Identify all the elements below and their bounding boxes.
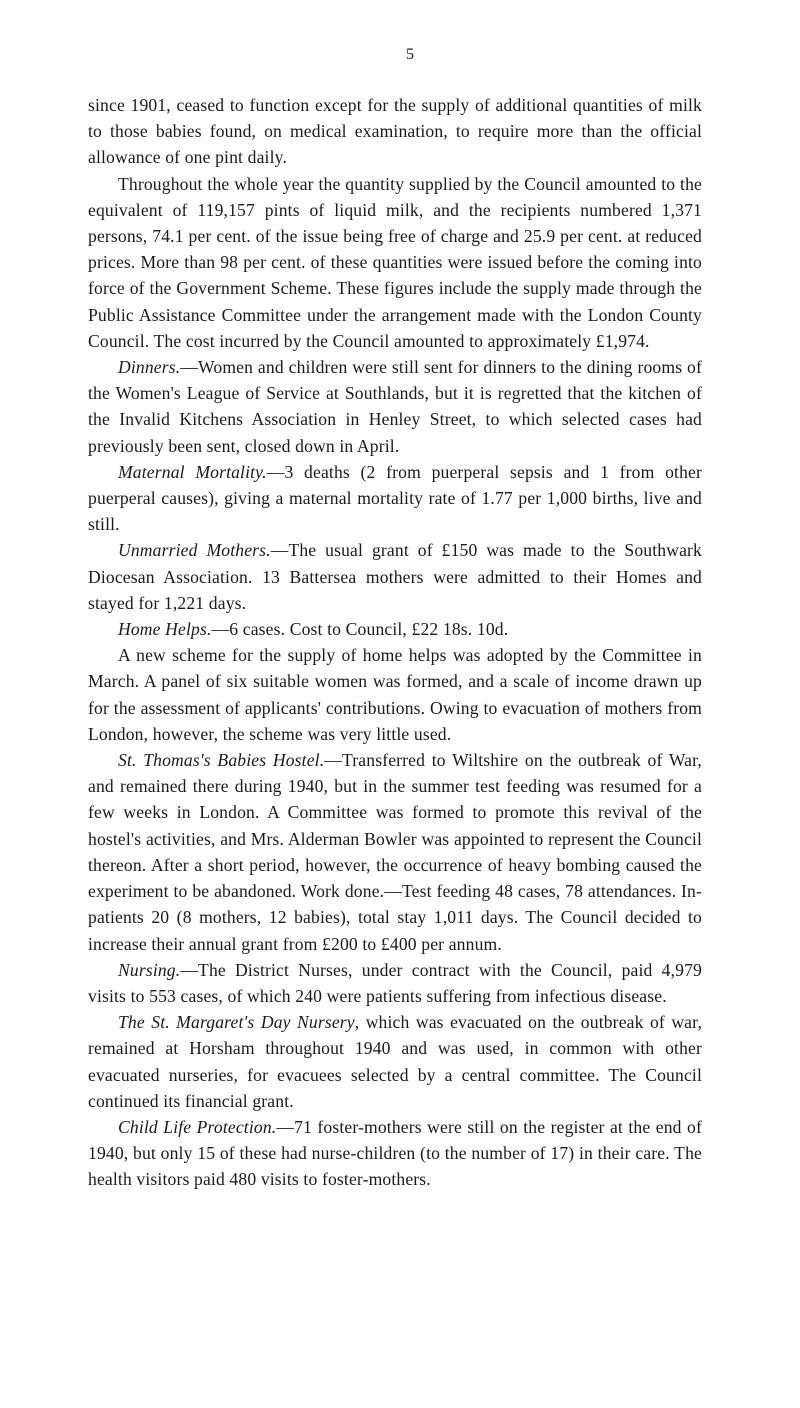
paragraph-body: A new scheme for the supply of home helps was adopted by the Committee in March. A panel of six suitable women was formed, and a scale of income drawn up for the assessment of applicants' contributions. Owing to evacuation of mothers from London, however, the scheme was very little used. (88, 645, 702, 744)
page-number: 5 (406, 46, 415, 63)
document-body (88, 92, 702, 1193)
section-heading: Child Life Protection. (118, 1116, 277, 1137)
section-heading: Dinners. (118, 357, 181, 378)
paragraph-milk-quantity (88, 171, 702, 354)
section-heading: Unmarried Mothers. (118, 540, 271, 561)
paragraph-body: —3 deaths (2 from puerperal sepsis and 1 from other puerperal causes), giving a maternal mortality rate of 1.77 per 1,000 births, live and still. (88, 461, 702, 535)
paragraph-body: since 1901, ceased to function except for the supply of additional quantities of milk to those babies found, on medical examination, to require more than the official allowance of one pint daily. (88, 95, 702, 168)
paragraph-body: —Transferred to Wiltshire on the outbreak of War, and remained there during 1940, but in the summer test feeding was resumed for a few weeks in London. A Committee was formed to promote this revival of the hostel's activities, and Mrs. Alderman Bowler was appointed to represent the Council thereon. After a short period, however, the occurrence of heavy bombing caused the experiment to be abandoned. Work done.—Test feeding 48 cases, 78 attendances. In-patients 20 (8 mothers, 12 babies), total stay 1,011 days. The Council decided to increase their annual grant from £200 to £400 per annum. (88, 750, 702, 954)
paragraph-day-nursery (88, 1009, 702, 1114)
paragraph-home-helps-scheme (88, 642, 702, 747)
section-heading: St. Thomas's Babies Hostel. (118, 750, 325, 771)
paragraph-body: , which was evacuated on the outbreak of war, remained at Horsham throughout 1940 and was used, in common with other evacuated nurseries, for evacuees selected by a central committee. The Council continued its financial grant. (88, 1012, 702, 1111)
paragraph-body: —Women and children were still sent for dinners to the dining rooms of the Women's League of Service at Southlands, but it is regretted that the kitchen of the Invalid Kitchens Association in Henley Street, to which selected cases had previously been sent, closed down in April. (88, 357, 702, 456)
paragraph-babies-hostel (88, 747, 702, 957)
paragraph-unmarried-mothers (88, 537, 702, 616)
paragraph-body: —71 foster-mothers were still on the register at the end of 1940, but only 15 of these had nurse-children (to the number of 17) in their care. The health visitors paid 480 visits to foster-mothers. (88, 1116, 702, 1190)
section-heading: Home Helps. (118, 619, 212, 640)
paragraph-body: —6 cases. Cost to Council, £22 18s. 10d. (211, 619, 509, 640)
section-heading: The St. Margaret's Day Nursery (118, 1012, 355, 1033)
paragraph-home-helps (88, 616, 702, 642)
paragraph-milk-supply-continued (88, 92, 702, 171)
section-heading: Nursing. (118, 959, 181, 980)
section-heading: Maternal Mortality. (118, 461, 267, 482)
paragraph-nursing (88, 957, 702, 1009)
paragraph-body: —The District Nurses, under contract with the Council, paid 4,979 visits to 553 cases, of which 240 were patients suffering from infectious disease. (88, 959, 702, 1006)
paragraph-child-life-protection (88, 1114, 702, 1193)
paragraph-body: —The usual grant of £150 was made to the Southwark Diocesan Association. 13 Battersea mothers were admitted to their Homes and stayed for 1,221 days. (88, 540, 702, 613)
paragraph-maternal-mortality (88, 459, 702, 538)
paragraph-body: Throughout the whole year the quantity supplied by the Council amounted to the equivalent of 119,157 pints of liquid milk, and the recipients numbered 1,371 persons, 74.1 per cent. of the issue being free of charge and 25.9 per cent. at reduced prices. More than 98 per cent. of these quantities were issued before the coming into force of the Government Scheme. These figures include the supply made through the Public Assistance Committee under the arrangement made with the London County Council. The cost incurred by the Council amounted to approximately £1,974. (88, 173, 702, 351)
paragraph-dinners (88, 354, 702, 459)
